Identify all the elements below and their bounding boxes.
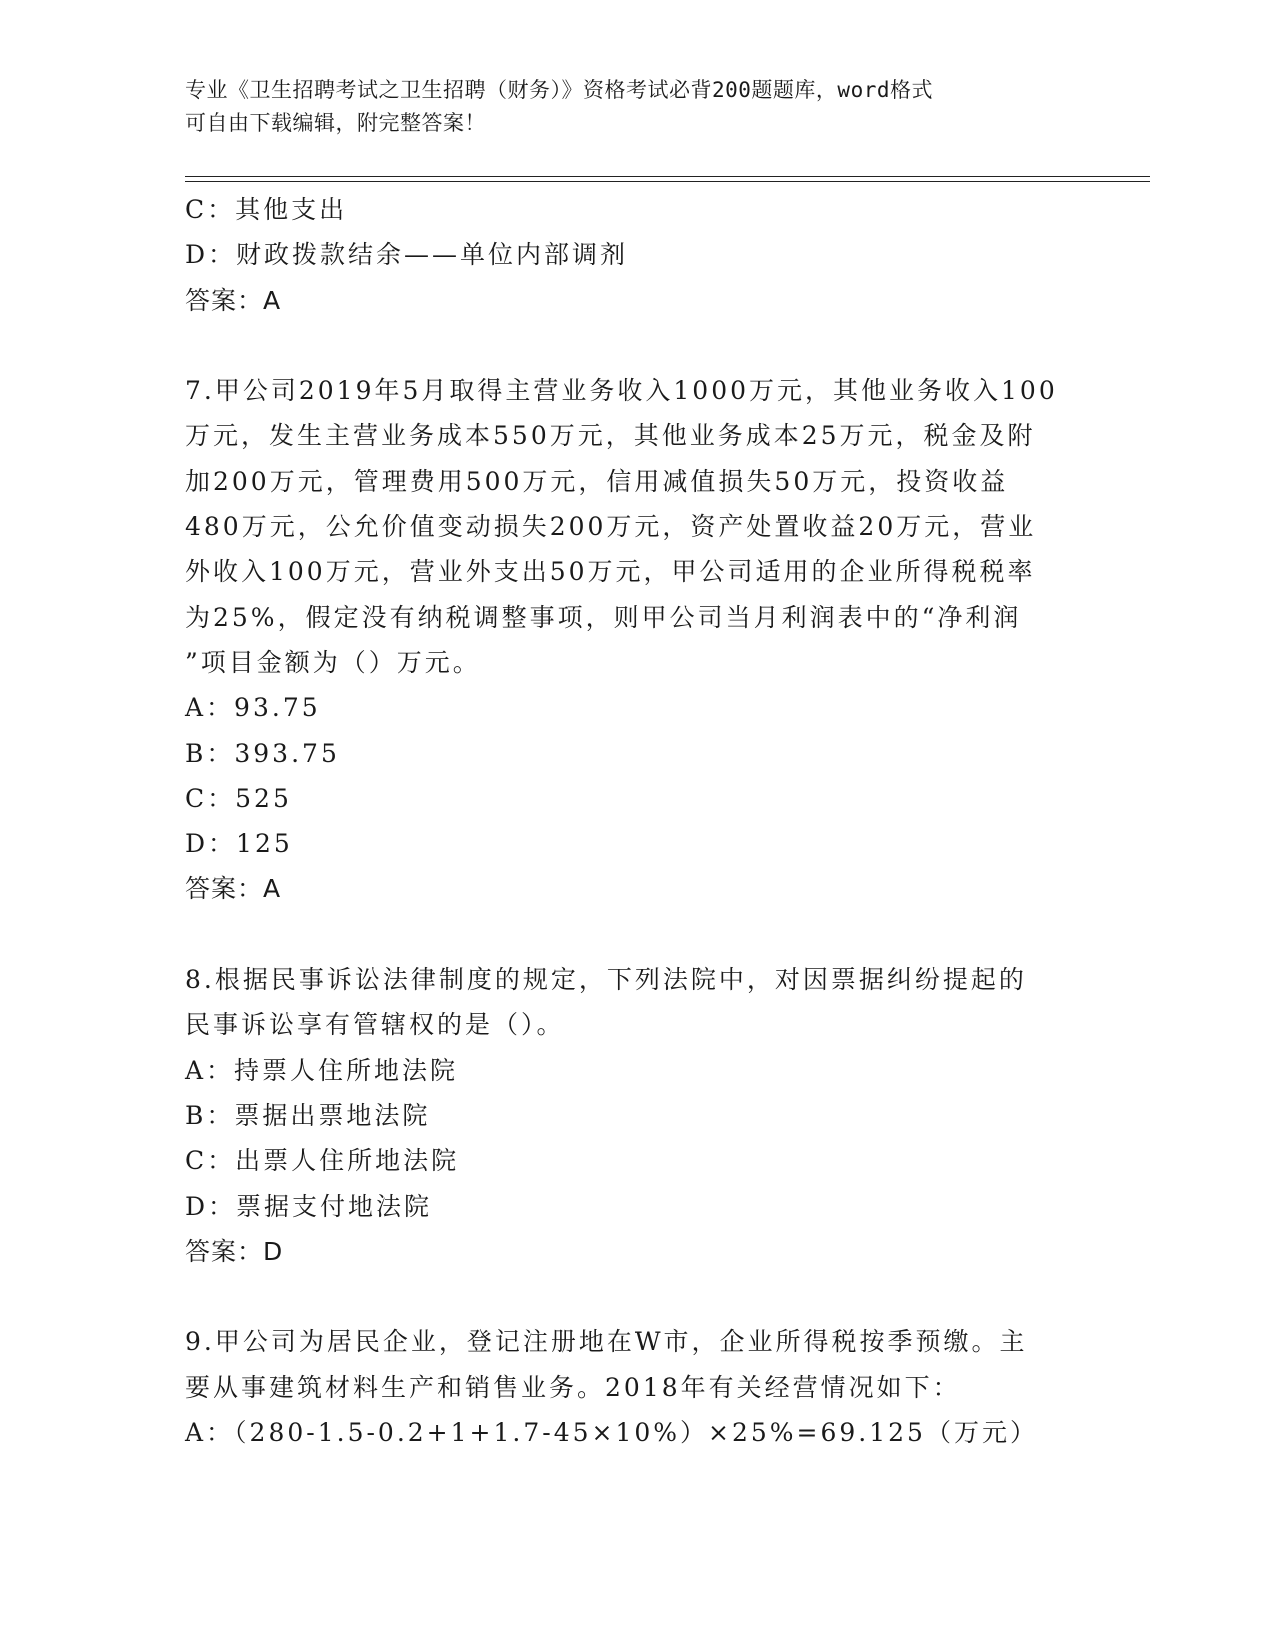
document-header xyxy=(185,74,1085,140)
spacer xyxy=(185,323,1085,368)
header-line-2: 可自由下载编辑，附完整答案！ xyxy=(185,111,486,135)
question-8-line-2: 民事诉讼享有管辖权的是（）。 xyxy=(185,1010,565,1040)
question-9-line-2: 要从事建筑材料生产和销售业务。2018年有关经营情况如下： xyxy=(185,1372,961,1402)
spacer xyxy=(185,912,1085,957)
question-7-line-4: 480万元，公允价值变动损失200万元，资产处置收益20万元，营业 xyxy=(185,512,1037,542)
document-body xyxy=(185,187,1085,1455)
question-8-option-b: B：票据出票地法院 xyxy=(185,1100,431,1130)
question-8 xyxy=(185,957,1085,1274)
question-8-answer: 答案：D xyxy=(185,1236,284,1266)
question-8-option-c: C：出票人住所地法院 xyxy=(185,1146,460,1176)
header-divider-top xyxy=(185,176,1150,177)
header-divider-bottom xyxy=(185,181,1150,182)
option-d: D：财政拨款结余——单位内部调剂 xyxy=(185,240,629,270)
question-7-line-3: 加200万元，管理费用500万元，信用减值损失50万元，投资收益 xyxy=(185,466,1009,496)
header-line-1: 专业《卫生招聘考试之卫生招聘（财务）》资格考试必背200题题库，word格式 xyxy=(185,78,933,102)
question-7-line-5: 外收入100万元，营业外支出50万元，甲公司适用的企业所得税税率 xyxy=(185,557,1036,587)
question-7-option-b: B：393.75 xyxy=(185,738,340,768)
answer-line: 答案：A xyxy=(185,285,282,315)
question-8-option-a: A：持票人住所地法院 xyxy=(185,1055,459,1085)
question-8-line-1: 8.根据民事诉讼法律制度的规定，下列法院中，对因票据纠纷提起的 xyxy=(185,965,1027,995)
question-9-line-1: 9.甲公司为居民企业，登记注册地在W市，企业所得税按季预缴。主 xyxy=(185,1327,1028,1357)
question-9-option-a: A：（280-1.5-0.2+1+1.7-45×10%）×25%=69.125（万元） xyxy=(185,1418,1038,1448)
question-7-line-2: 万元，发生主营业务成本550万元，其他业务成本25万元，税金及附 xyxy=(185,421,1036,451)
question-7-answer: 答案：A xyxy=(185,874,282,904)
question-7-option-d: D：125 xyxy=(185,829,293,859)
spacer xyxy=(185,1274,1085,1319)
question-7-line-7: ”项目金额为（）万元。 xyxy=(185,647,481,677)
option-c: C：其他支出 xyxy=(185,195,348,224)
question-7-option-a: A：93.75 xyxy=(185,693,321,723)
question-7 xyxy=(185,368,1085,912)
question-9 xyxy=(185,1319,1085,1455)
question-7-option-c: C：525 xyxy=(185,783,292,813)
question-7-line-6: 为25%，假定没有纳税调整事项，则甲公司当月利润表中的“净利润 xyxy=(185,602,1022,632)
question-8-option-d: D：票据支付地法院 xyxy=(185,1191,433,1221)
question-7-line-1: 7.甲公司2019年5月取得主营业务收入1000万元，其他业务收入100 xyxy=(185,376,1058,406)
